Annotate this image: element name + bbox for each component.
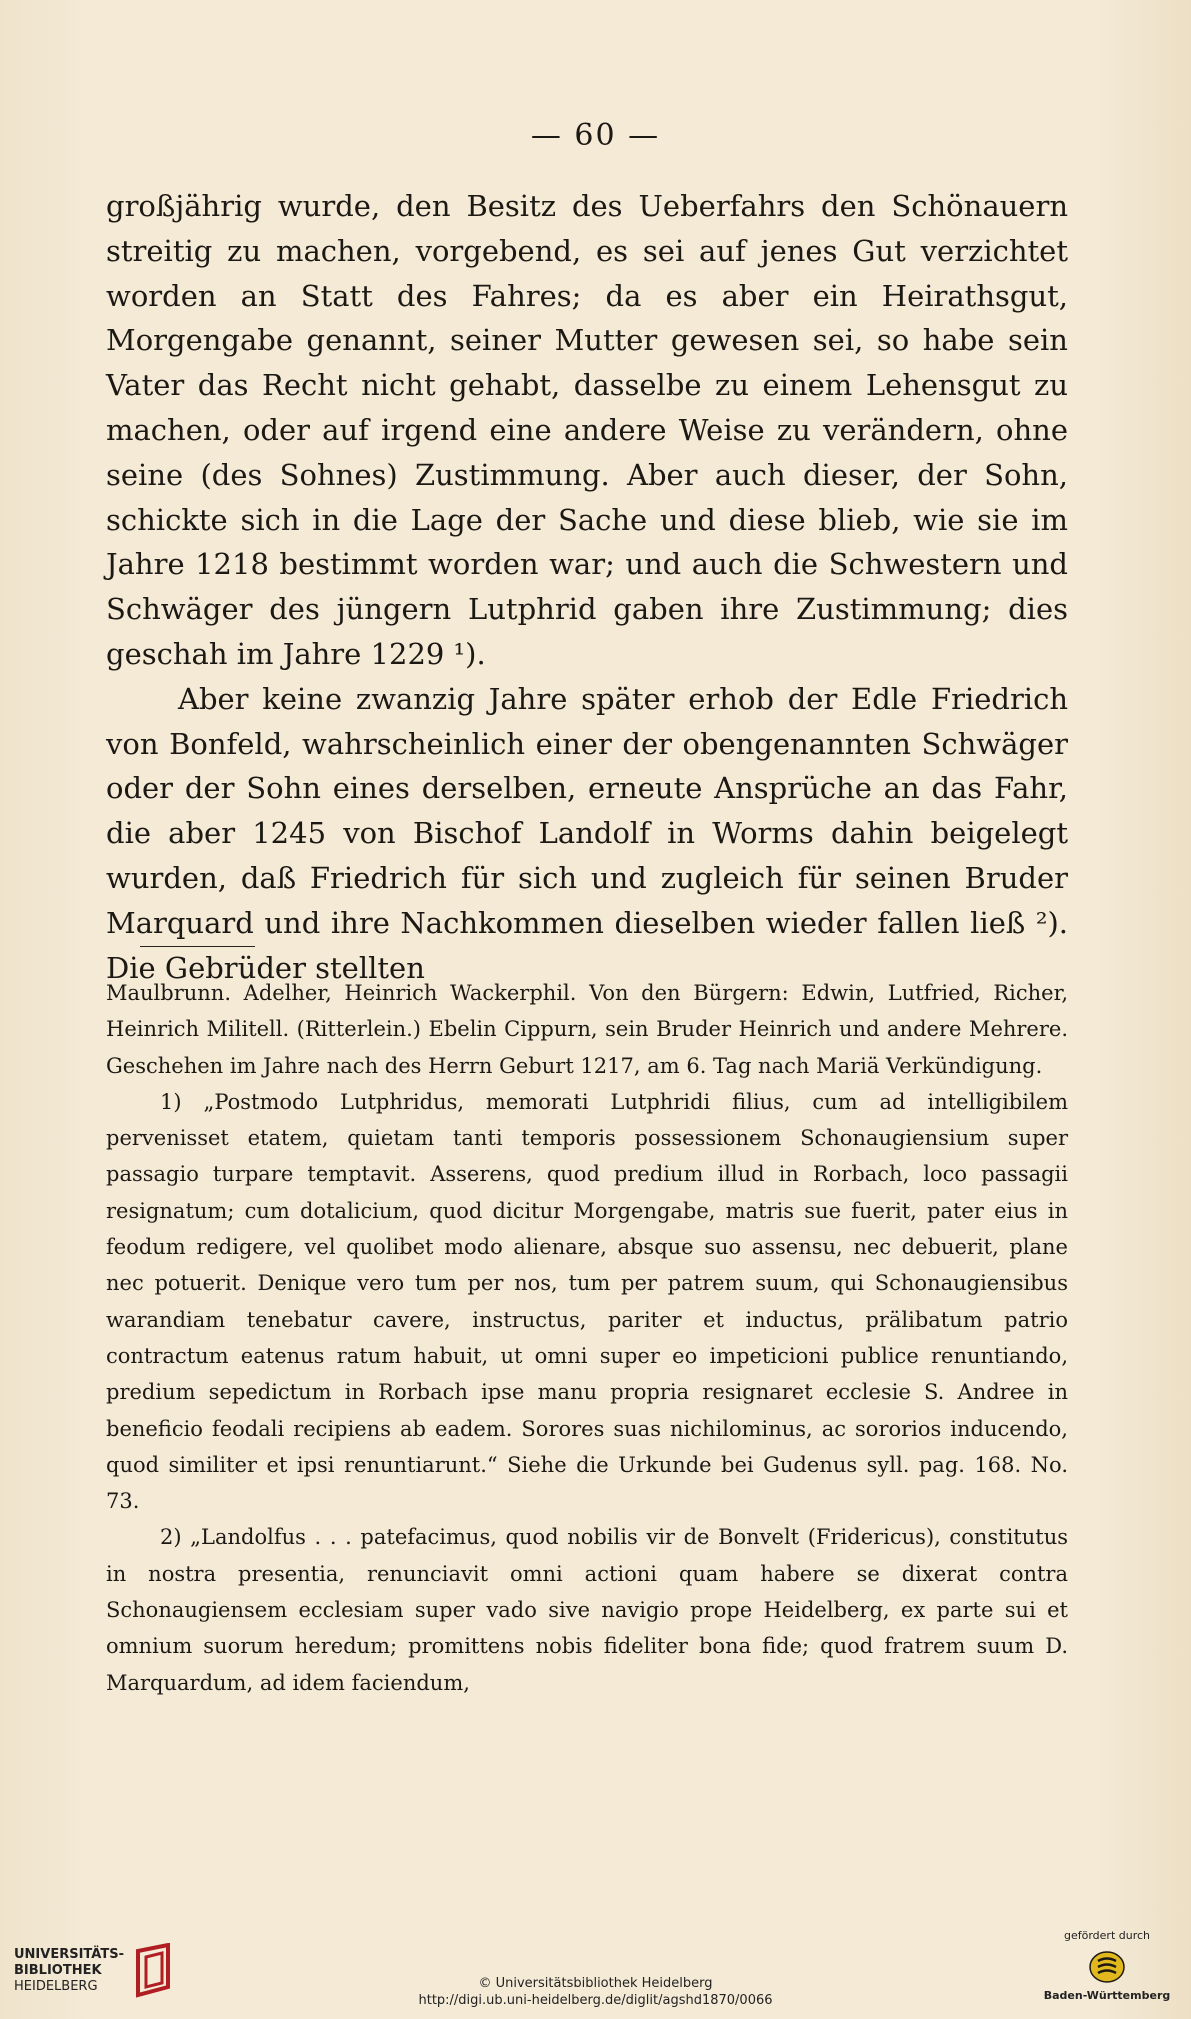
sponsor-label: gefördert durch	[1063, 1929, 1151, 1942]
library-name-line-1: UNIVERSITÄTS-	[14, 1947, 124, 1962]
footnote-2: 2) „Landolfus . . . patefacimus, quod nobilis vir de Bonvelt (Fridericus), constitutus in nostra presentia, renunciavit omni actioni quam habere se dixerat contra Schonaugiensem ecclesiam super vado sive navigio prope Heidelberg, ex parte sui et omnium suorum heredum; promittens nobis fideliter bona fide; quod fratrem suum D. Marquardum, ad idem faciendum,	[106, 1525, 1068, 1695]
copyright-text: © Universitätsbibliothek Heidelberg	[478, 1976, 713, 1991]
permalink[interactable]: http://digi.ub.uni-heidelberg.de/diglit/agshd1870/0066	[418, 1993, 773, 2008]
footnote-1: 1) „Postmodo Lutphridus, memorati Lutphridi filius, cum ad intelligibilem pervenisset etatem, quietam tanti temporis possessionem Schonaugiensium super passagio turpare temptavit. Asserens, quod predium illud in Rorbach, loco passagii resignatum; cum dotalicium, quod dicitur Morgengabe, matris sue fuerit, pater eius in feodum redigere, vel quolibet modo alienare, absque suo assensu, nec debuerit, plane nec potuerit. Denique vero tum per nos, tum per patrem suum, qui Schonaugiensibus warandiam tenebatur cavere, instructus, pariter et inductus, prälibatum patrio contractum eatenus ratum habuit, ut omni super eo impeticioni publice renuntiando, predium sepedictum in Rorbach ipse manu propria resignaret ecclesie S. Andree in beneficio feodali recipiens ab eadem. Sorores suas nichilominus, ac sororios inducendo, quod similiter et ipsi renuntiarunt.“ Siehe die Urkunde bei Gudenus syll. pag. 168. No. 73.	[106, 1089, 1068, 1514]
paragraph-2: Aber keine zwanzig Jahre später erhob der Edle Friedrich von Bonfeld, wahrscheinlich einer der obengenannten Schwäger oder der Sohn eines derselben, erneute Ansprüche an das Fahr, die aber 1245 von Bischof Landolf in Worms dahin beigelegt wurden, daß Friedrich für sich und zugleich für seinen Bruder Marquard und ihre Nachkommen dieselben wieder fallen ließ ²). Die Gebrüder stellten	[106, 681, 1068, 985]
footnote-continuation: Maulbrunn. Adelher, Heinrich Wackerphil. Von den Bürgern: Edwin, Lutfried, Richer, Heinrich Militell. (Ritterlein.) Ebelin Cippurn, sein Bruder Heinrich und andere Mehrere. Geschehen im Jahre nach des Herrn Geburt 1217, am 6. Tag nach Mariä Verkündigung.	[106, 981, 1068, 1078]
library-name-line-2: BIBLIOTHEK	[14, 1963, 102, 1978]
library-name-line-3: HEIDELBERG	[14, 1979, 98, 1994]
digitization-footer	[0, 1925, 1191, 2019]
main-text	[106, 184, 1068, 990]
paragraph-1: großjährig wurde, den Besitz des Ueberfahrs den Schönauern streitig zu machen, vorgebend, es sei auf jenes Gut verzichtet worden an Statt des Fahres; da es aber ein Heirathsgut, Morgengabe genannt, seiner Mutter gewesen sei, so habe sein Vater das Recht nicht gehabt, dasselbe zu einem Lehensgut zu machen, oder auf irgend eine andere Weise zu verändern, ohne seine (des Sohnes) Zustimmung. Aber auch dieser, der Sohn, schickte sich in die Lage der Sache und diese blieb, wie sie im Jahre 1218 bestimmt worden war; und auch die Schwestern und Schwäger des jüngern Lutphrid gaben ihre Zustimmung; dies geschah im Jahre 1229 ¹).	[106, 189, 1068, 671]
page-number: — 60 —	[530, 118, 661, 153]
sponsor-logo[interactable]	[1042, 1925, 1172, 2019]
baden-wuerttemberg-crest-icon	[1087, 1946, 1127, 1986]
footnotes	[106, 975, 1068, 1701]
footnote-separator	[140, 946, 255, 947]
copyright-block	[0, 1975, 1191, 2009]
sponsor-name: Baden-Württemberg	[1043, 1989, 1171, 2002]
